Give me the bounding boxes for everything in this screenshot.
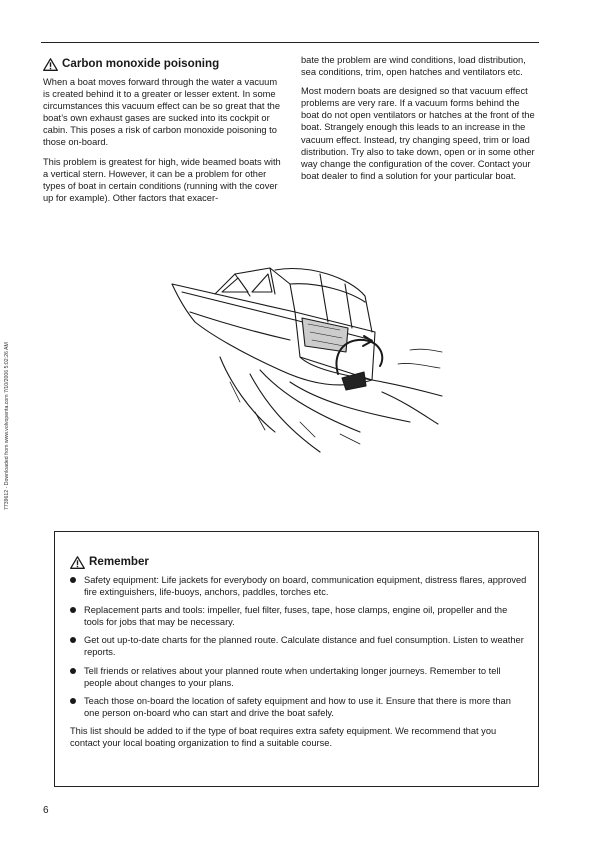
bullet-icon <box>70 637 76 643</box>
list-item <box>70 634 528 658</box>
co-paragraph: bate the problem are wind conditions, load distribution, sea conditions, trim, open hatches and ventilators etc. <box>301 55 526 78</box>
bullet-icon <box>70 668 76 674</box>
co-section-left-column <box>43 56 281 211</box>
co-paragraph: This problem is greatest for high, wide beamed boats with a vertical stern. However, it can be a problem for other types of boat in certain conditions (running with the cover up for example). Other factors that exacer- <box>43 156 281 203</box>
bullet-icon <box>70 577 76 583</box>
warning-triangle-icon <box>43 58 58 71</box>
bullet-icon <box>70 607 76 613</box>
remember-closing: This list should be added to if the type of boat requires extra safety equipment. We recommend that you contact your local boating organization to find a suitable course. <box>70 725 497 749</box>
co-paragraph: When a boat moves forward through the water a vacuum is created behind it to a greater or lesser extent. In some circumstances this vacuum effect can be so great that the boat’s own exhaust gases are sucked into its cockpit or cabin. This poses a risk of carbon monoxide poisoning to those on-board. <box>43 77 281 148</box>
download-note: 7739612 - Downloaded from www.volvopenta.com 7/10/2006 5:02:26 AM <box>4 342 10 510</box>
list-item <box>70 665 528 689</box>
list-item <box>70 695 528 719</box>
list-item <box>70 574 528 598</box>
remember-heading <box>70 556 528 569</box>
remember-title: Remember <box>89 555 149 569</box>
bullet-icon <box>70 698 76 704</box>
motorboat-illustration <box>160 262 450 467</box>
list-item-text: Tell friends or relatives about your planned route when undertaking longer journeys. Remember to tell people about changes to your plans. <box>84 665 501 688</box>
warning-triangle-icon <box>70 556 85 569</box>
list-item <box>70 604 528 628</box>
co-title: Carbon monoxide poisoning <box>62 57 220 71</box>
co-paragraph: Most modern boats are designed so that vacuum effect problems are very rare. If a vacuum forms behind the boat do not open ventilators or hatches at the front of the boat. Strangely enough this leads to an increase in the vacuum effect. Instead, try changing speed, trim or load distribution. Try also to take down, open or in some other way change the configuration of the cover. Contact your boat dealer to find a solution for your particular boat. <box>301 86 535 181</box>
remember-content <box>70 546 528 749</box>
top-rule <box>41 42 539 43</box>
list-item-text: Get out up-to-date charts for the planned route. Calculate distance and fuel consumption. Listen to weather reports. <box>84 635 524 658</box>
list-item-text: Safety equipment: Life jackets for everybody on board, communication equipment, distress flares, approved fire extinguishers, life-buoys, anchors, paddles, torches etc. <box>84 575 527 598</box>
remember-box <box>54 531 539 787</box>
co-section-right-column <box>301 54 539 189</box>
co-heading <box>43 58 281 71</box>
list-item-text: Teach those on-board the location of safety equipment and how to use it. Ensure that there is more than one person on-board who can start and drive the boat safely. <box>84 695 511 718</box>
list-item-text: Replacement parts and tools: impeller, fuel filter, fuses, tape, hose clamps, engine oil, propeller and the tools for jobs that may be necessary. <box>84 605 508 628</box>
remember-list <box>70 574 528 719</box>
page-number: 6 <box>43 805 49 816</box>
